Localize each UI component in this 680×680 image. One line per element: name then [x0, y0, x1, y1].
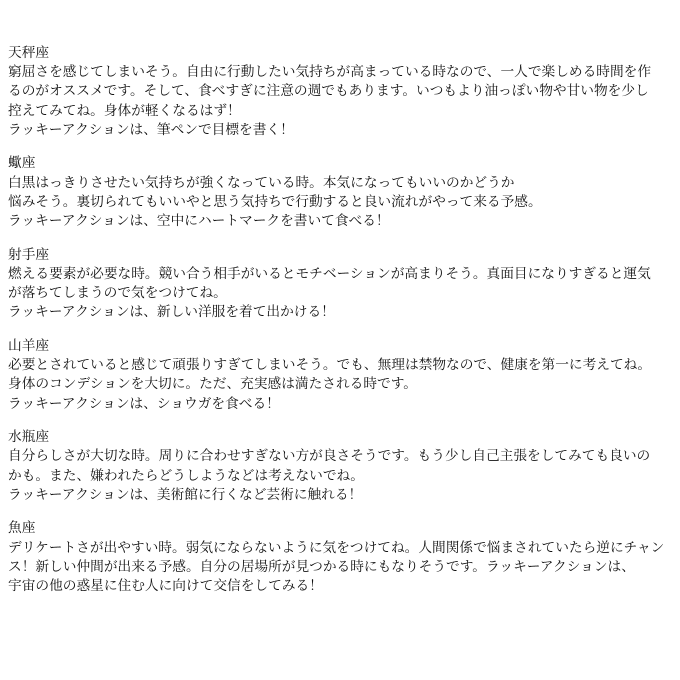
horoscope-line: るのがオススメです。そして、食べすぎに注意の週でもあります。いつもより油っぽい物や甘い物を少し — [8, 83, 649, 100]
zodiac-section-scorpio — [8, 154, 672, 231]
horoscope-line: かも。また、嫌われたらどうしようなどは考えないでね。 — [8, 467, 364, 484]
horoscope-line: 窮屈さを感じてしまいそう。自由に行動したい気持ちが高まっている時なので、一人で楽しめる時間を作 — [8, 64, 652, 81]
horoscope-line: デリケートさが出やすい時。弱気にならないように気をつけてね。人間関係で悩まされていたら逆にチャン — [8, 539, 665, 556]
horoscope-line: ス！新しい仲間が出来る予感。自分の居場所が見つかる時にもなりそうです。ラッキーアクションは、 — [8, 558, 635, 575]
zodiac-title: 射手座 — [8, 246, 50, 263]
horoscope-line: 燃える要素が必要な時。競い合う相手がいるとモチベーションが高まりそう。真面目になりすぎると運気 — [8, 265, 651, 282]
lucky-action-line: ラッキーアクションは、新しい洋服を着て出かける！ — [8, 304, 335, 321]
zodiac-title: 天秤座 — [8, 45, 50, 61]
zodiac-title: 水瓶座 — [8, 429, 50, 446]
lucky-action-line: 宇宙の他の惑星に住む人に向けて交信をしてみる！ — [8, 578, 323, 594]
zodiac-title: 蠍座 — [8, 155, 36, 172]
zodiac-title: 山羊座 — [8, 337, 50, 354]
horoscope-line: 悩みそう。裏切られてもいいやと思う気持ちで行動すると良い流れがやって来る予感。 — [8, 193, 542, 210]
zodiac-section-libra — [8, 44, 672, 140]
horoscope-line: 自分らしさが大切な時。周りに合わせすぎない方が良さそうです。もう少し自己主張をしてみても良いの — [8, 448, 651, 465]
horoscope-line: 控えてみてね。身体が軽くなるはず！ — [8, 102, 241, 119]
horoscope-line: 身体のコンデションを大切に。ただ、充実感は満たされる時です。 — [8, 376, 417, 393]
horoscope-line: 必要とされていると感じて頑張りすぎてしまいそう。でも、無理は禁物なので、健康を第一に考えてね。 — [8, 357, 652, 374]
zodiac-title: 魚座 — [8, 520, 36, 537]
lucky-action-line: ラッキーアクションは、空中にハートマークを書いて食べる！ — [8, 213, 390, 229]
zodiac-section-capricorn — [8, 337, 672, 414]
lucky-action-line: ラッキーアクションは、筆ペンで目標を書く！ — [8, 121, 294, 138]
horoscope-line: 白黒はっきりさせたい気持ちが強くなっている時。本気になってもいいのかどうか — [8, 174, 515, 191]
horoscope-line: が落ちてしまうので気をつけてね。 — [8, 285, 227, 302]
lucky-action-line: ラッキーアクションは、美術館に行くなど芸術に触れる！ — [8, 486, 363, 503]
zodiac-section-aquarius — [8, 428, 672, 505]
zodiac-section-pisces — [8, 519, 672, 596]
lucky-action-line: ラッキーアクションは、ショウガを食べる！ — [8, 395, 280, 412]
zodiac-section-sagittarius — [8, 246, 672, 323]
